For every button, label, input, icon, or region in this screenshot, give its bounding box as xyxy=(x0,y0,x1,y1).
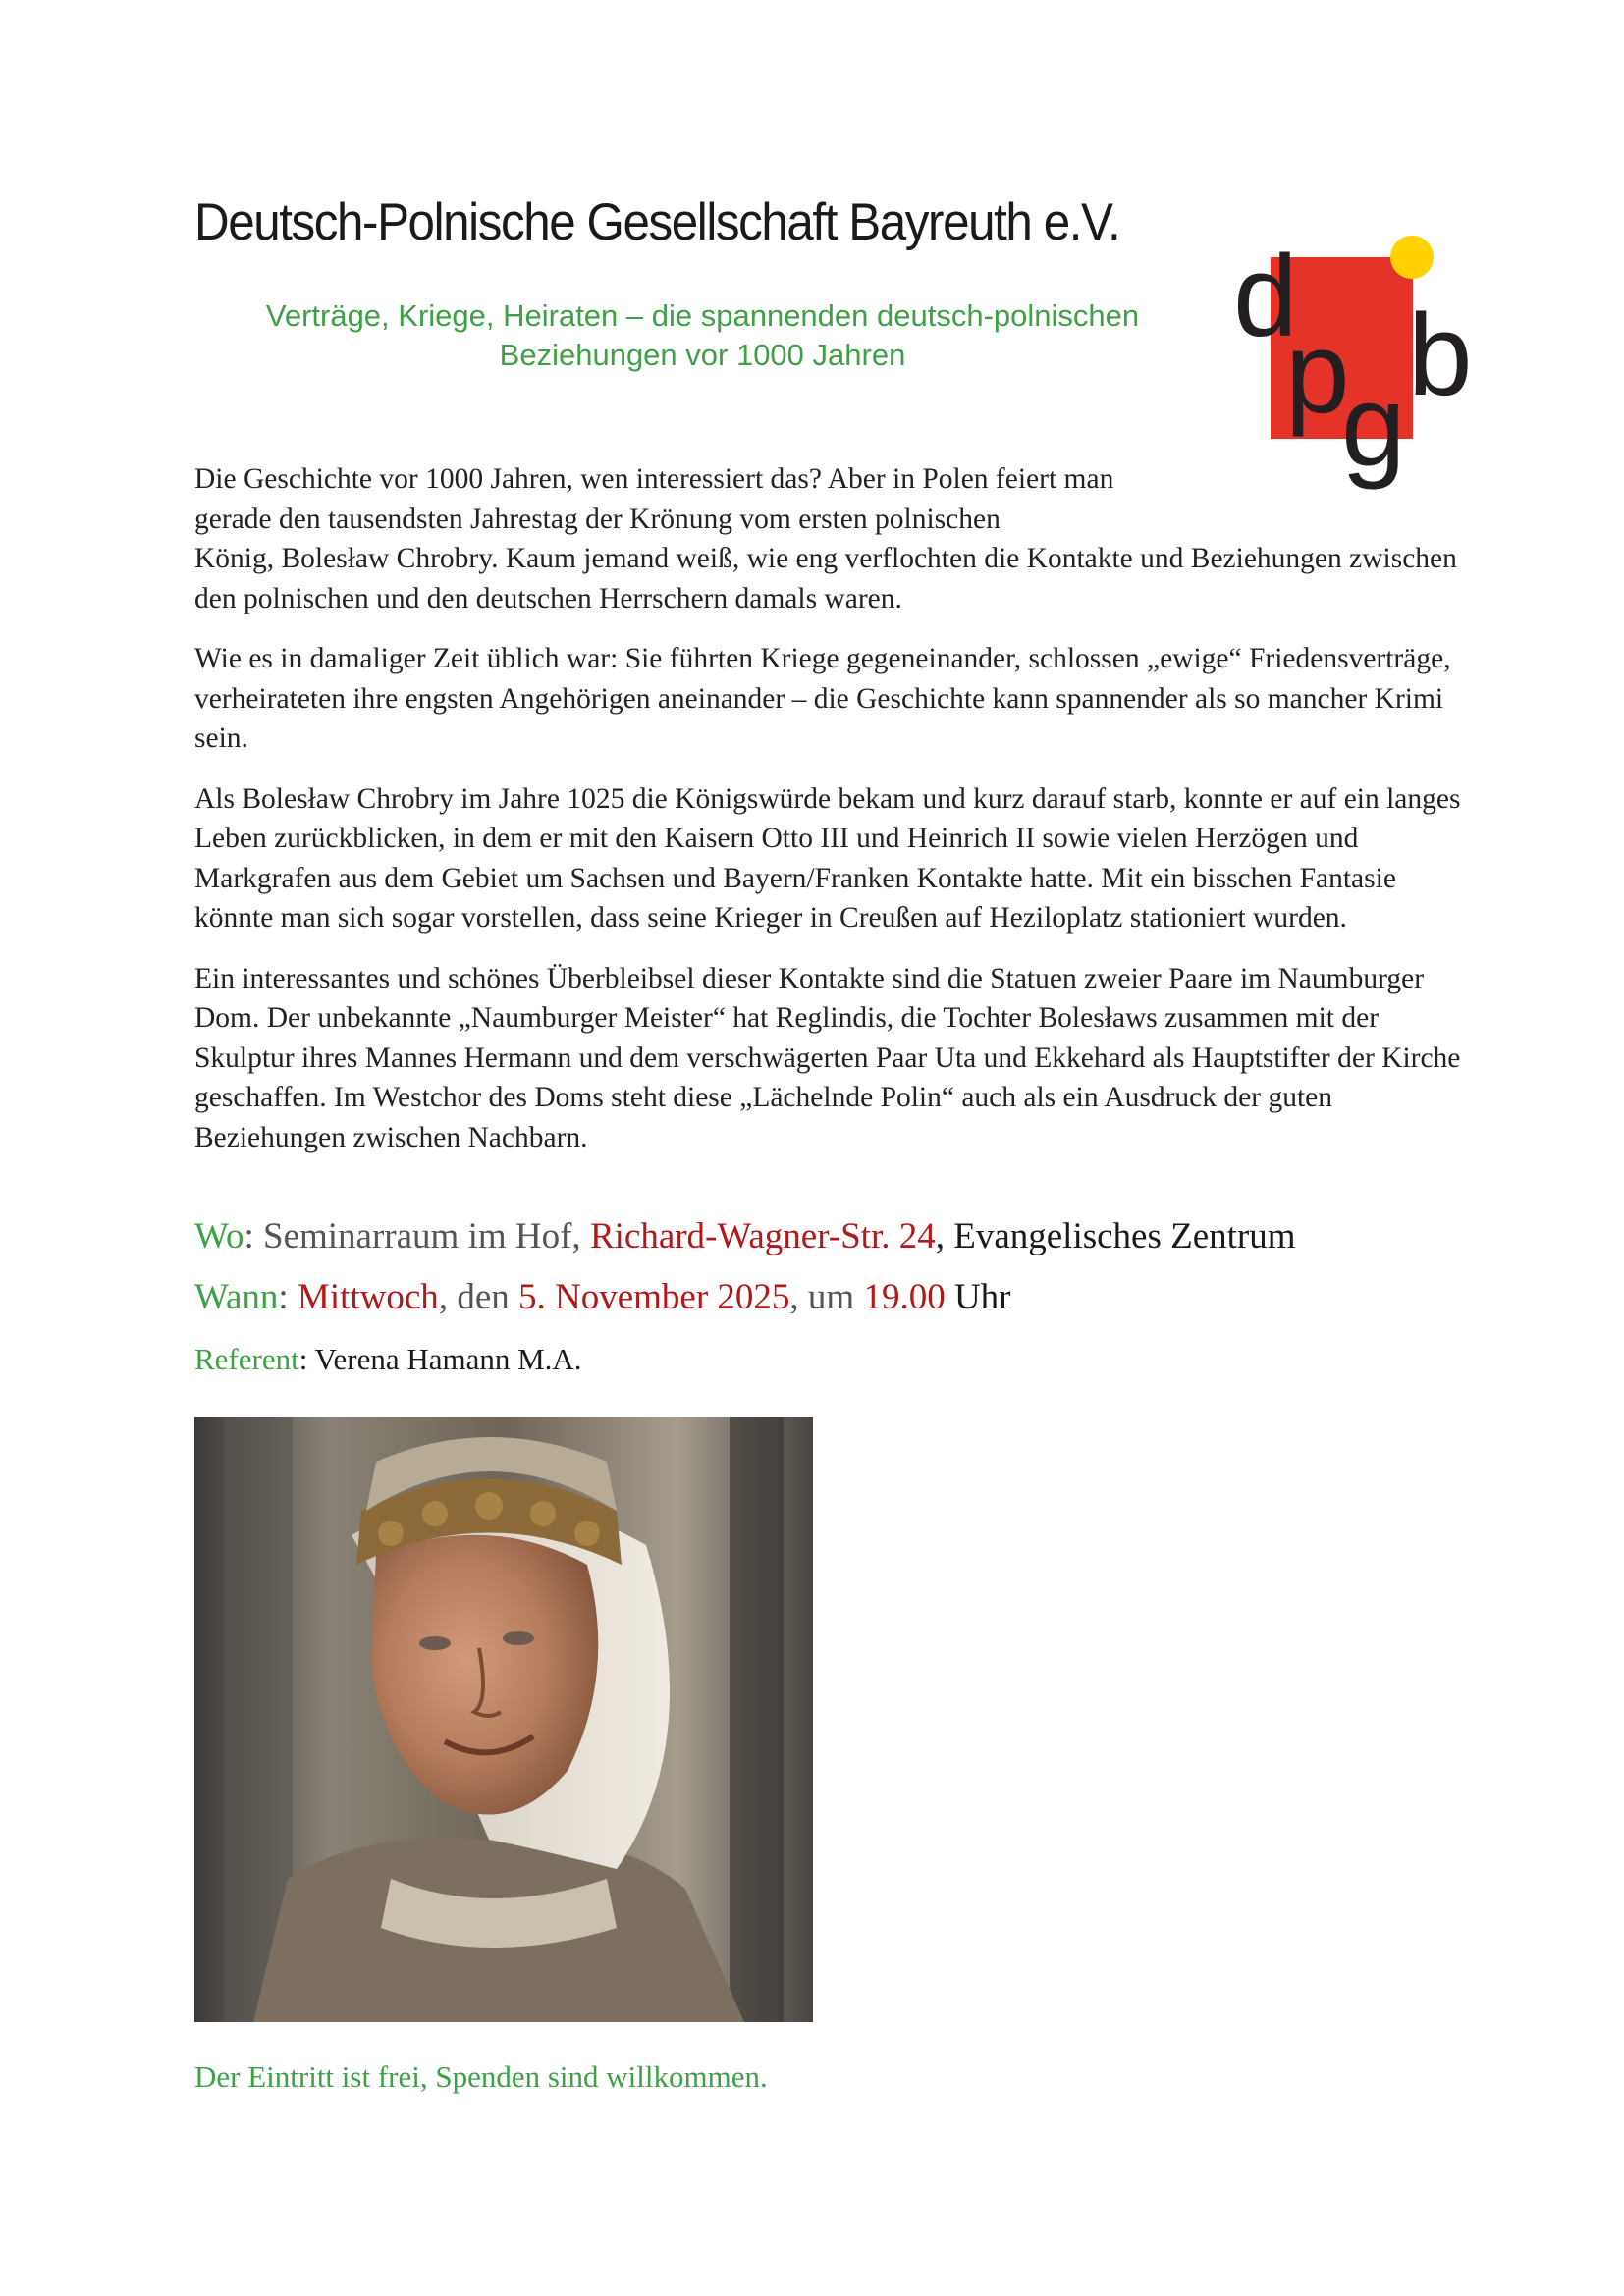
statue-eye-right xyxy=(503,1631,534,1645)
logo-letter-b: b xyxy=(1408,291,1473,420)
um-word: um xyxy=(807,1277,855,1317)
event-date: 5. November 2025 xyxy=(518,1277,790,1317)
venue-center: Evangelisches Zentrum xyxy=(953,1216,1296,1256)
event-location: Wo: Seminarraum im Hof, Richard-Wagner-Str. 24, Evangelisches Zentrum xyxy=(194,1216,1296,1256)
crown-jewel-5 xyxy=(574,1521,600,1546)
wo-label: Wo xyxy=(194,1216,244,1256)
crown-jewel-2 xyxy=(422,1501,448,1526)
crown-jewel-4 xyxy=(530,1501,556,1526)
uhr-word: Uhr xyxy=(953,1277,1011,1317)
paragraph-3: Als Bolesław Chrobry im Jahre 1025 die Königswürde bekam und kurz darauf starb, konnte er auf ein langes Leben zurückblicken, in dem er mit den Kaisern Otto III und Heinrich II sowie vielen Herzögen und Markgrafen aus dem Gebiet um Sachsen und Bayern/Franken Kontakte hatte. Mit ein bisschen Fantasie könnte man sich sogar vorstellen, dass seine Krieger in Creußen auf Heziloplatz stationiert wurden. xyxy=(194,782,1461,934)
speaker-name: Verena Hamann M.A. xyxy=(314,1342,582,1376)
wann-label: Wann xyxy=(194,1277,279,1317)
statue-eye-left xyxy=(419,1636,451,1650)
logo-letter-d: d xyxy=(1233,232,1298,361)
event-weekday: Mittwoch xyxy=(297,1277,439,1317)
paragraph-1 xyxy=(194,459,1461,618)
paragraph-1-rest: König, Bolesław Chrobry. Kaum jemand weiß, wie eng verflochten die Kontakte und Beziehungen zwischen den polnischen und den deutschen Herrschern damals waren. xyxy=(194,543,1457,614)
logo-yellow-dot xyxy=(1390,236,1434,279)
event-hour: 19.00 xyxy=(863,1277,946,1317)
event-speaker: Referent: Verena Hamann M.A. xyxy=(194,1342,582,1376)
article-body xyxy=(194,459,1461,1178)
logo-letter-p: p xyxy=(1285,308,1350,438)
street-address: Richard-Wagner-Str. 24 xyxy=(589,1216,936,1256)
paragraph-2: Wie es in damaliger Zeit üblich war: Sie führten Kriege gegeneinander, schlossen „ewige“ Friedensverträge, verheirateten ihre engsten Angehörigen aneinander – die Geschichte kann spannender als so mancher Krimi sein. xyxy=(194,643,1451,754)
admission-note: Der Eintritt ist frei, Spenden sind willkommen. xyxy=(194,2059,768,2094)
referent-label: Referent xyxy=(194,1342,299,1376)
subtitle-line-2: Beziehungen vor 1000 Jahren xyxy=(499,338,906,372)
paragraph-4: Ein interessantes und schönes Überbleibsel dieser Kontakte sind die Statuen zweier Paare im Naumburger Dom. Der unbekannte „Naumburger Meister“ hat Reglindis, die Tochter Bolesławs zusammen mit der Skulptur ihres Mannes Hermann und dem verschwägerten Paar Uta und Ekkehard als Hauptstifter der Kirche geschaffen. Im Westchor des Doms steht diese „Lächelnde Polin“ auch als ein Ausdruck der guten Beziehungen zwischen Nachbarn. xyxy=(194,962,1461,1153)
paragraph-1-intro: Die Geschichte vor 1000 Jahren, wen interessiert das? Aber in Polen feiert man gerade den tausendsten Jahrestag der Krönung vom ersten polnischen xyxy=(194,463,1114,535)
reglindis-statue-photo xyxy=(194,1417,813,2022)
photo-column-right xyxy=(730,1417,784,2022)
subtitle xyxy=(194,296,1211,375)
subtitle-line-1: Verträge, Kriege, Heiraten – die spannenden deutsch-polnischen xyxy=(265,298,1140,333)
crown-jewel-1 xyxy=(378,1521,404,1546)
den-word: den xyxy=(457,1277,510,1317)
page-title: Deutsch-Polnische Gesellschaft Bayreuth e.V. xyxy=(194,193,1120,251)
crown-jewel-3 xyxy=(475,1492,503,1520)
venue: Seminarraum im Hof, xyxy=(263,1216,581,1256)
logo-letter-g: g xyxy=(1341,361,1406,491)
event-time: Wann: Mittwoch, den 5. November 2025, um 19.00 Uhr xyxy=(194,1277,1011,1317)
